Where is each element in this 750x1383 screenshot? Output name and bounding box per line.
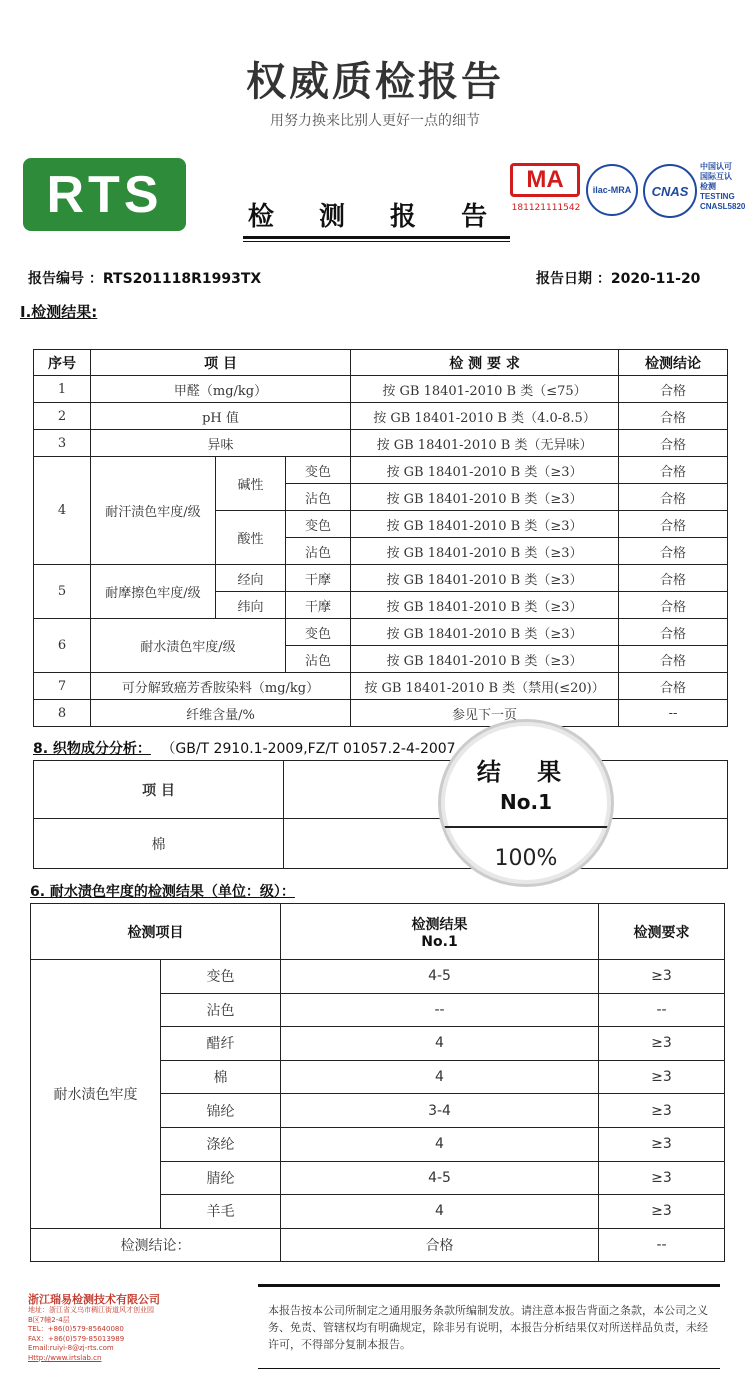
magnifier-divider xyxy=(441,826,611,828)
fiber-analysis-table xyxy=(33,760,728,869)
row-requirement: 按 GB 18401-2010 B 类（≥3） xyxy=(351,592,619,619)
row-result: 合格 xyxy=(619,538,728,565)
cma-certification-logo: MA xyxy=(510,163,580,197)
table-row xyxy=(34,430,728,457)
row-requirement: 按 GB 18401-2010 B 类（禁用(≤20)） xyxy=(351,673,619,700)
rts-logo-text: RTS xyxy=(46,165,163,224)
page-subtitle: 用努力换来比别人更好一点的细节 xyxy=(270,113,480,129)
cnas-line: TESTING xyxy=(700,192,735,201)
report-number xyxy=(28,268,261,288)
row-result: 合格 xyxy=(619,592,728,619)
row-result: 合格 xyxy=(619,403,728,430)
row-requirement: 按 GB 18401-2010 B 类（≥3） xyxy=(351,619,619,646)
table-row xyxy=(34,700,728,727)
row-requirement: ≥3 xyxy=(599,1127,725,1161)
row-sub-item: 变色 xyxy=(286,457,351,484)
row-no: 5 xyxy=(34,565,91,619)
row-requirement: ≥3 xyxy=(599,1195,725,1229)
row-sub-category: 碱性 xyxy=(216,457,286,511)
row-result: 合格 xyxy=(619,646,728,673)
table-row xyxy=(34,761,728,819)
row-requirement: 按 GB 18401-2010 B 类（≥3） xyxy=(351,565,619,592)
row-sub-item: 沾色 xyxy=(286,484,351,511)
row-requirement: 按 GB 18401-2010 B 类（4.0-8.5） xyxy=(351,403,619,430)
company-fax: FAX：+86(0)579-85013989 xyxy=(28,1334,125,1343)
row-item: 醋纤 xyxy=(161,1027,281,1061)
fiber-item-header: 项 目 xyxy=(34,761,284,819)
report-date-value: 2020-11-20 xyxy=(610,271,701,287)
row-requirement: 按 GB 18401-2010 B 类（≥3） xyxy=(351,646,619,673)
col-header-no: 序号 xyxy=(34,350,91,376)
cnas-line: 中国认可 xyxy=(700,162,732,171)
page-title: 权威质检报告 xyxy=(246,59,504,105)
row-result: -- xyxy=(619,700,728,727)
conclusion-value: 合格 xyxy=(281,1228,599,1262)
magnifier-lens xyxy=(438,719,614,887)
row-sub-category: 纬向 xyxy=(216,592,286,619)
conclusion-requirement: -- xyxy=(599,1228,725,1262)
report-date-label: 报告日期 ： xyxy=(536,271,611,287)
test-results-table xyxy=(33,349,728,727)
row-no: 6 xyxy=(34,619,91,673)
row-requirement: 参见下一页 xyxy=(351,700,619,727)
company-tel: TEL：+86(0)579-85640080 xyxy=(28,1325,124,1333)
row-item: 甲醛（mg/kg） xyxy=(91,376,351,403)
table-row xyxy=(34,403,728,430)
table-row xyxy=(31,1228,725,1262)
col-header-result-no: No.1 xyxy=(421,933,458,950)
row-item: 耐汗渍色牢度/级 xyxy=(91,457,216,565)
company-contact xyxy=(28,1306,178,1363)
table-row xyxy=(34,457,728,484)
row-item: 变色 xyxy=(161,960,281,994)
footer-divider xyxy=(258,1284,720,1287)
cnas-line: 国际互认 xyxy=(700,172,732,181)
conclusion-label: 检测结论： xyxy=(31,1228,281,1262)
section-fiber-title: 8. 织物成分分析： xyxy=(33,741,151,757)
row-sub-category: 经向 xyxy=(216,565,286,592)
footer-divider-bottom xyxy=(258,1368,720,1369)
cma-number: 181121111542 xyxy=(511,203,581,213)
row-result: 合格 xyxy=(619,484,728,511)
company-name: 浙江瑞易检测技术有限公司 xyxy=(28,1293,160,1306)
row-requirement: 按 GB 18401-2010 B 类（≥3） xyxy=(351,457,619,484)
row-result: 合格 xyxy=(619,376,728,403)
fiber-item: 棉 xyxy=(34,819,284,869)
row-no: 1 xyxy=(34,376,91,403)
col-header-item: 检测项目 xyxy=(31,904,281,960)
report-date xyxy=(536,268,700,288)
col-header-item: 项 目 xyxy=(91,350,351,376)
cnas-text xyxy=(700,162,750,212)
section-water-fastness-heading: 6. 耐水渍色牢度的检测结果（单位：级）： xyxy=(30,884,295,900)
company-email[interactable]: Email:ruiyi-8@zj-rts.com xyxy=(28,1344,114,1352)
table-row xyxy=(34,673,728,700)
cnas-logo: CNAS xyxy=(643,164,697,218)
row-result: 合格 xyxy=(619,457,728,484)
row-sub-category: 酸性 xyxy=(216,511,286,565)
row-requirement: ≥3 xyxy=(599,1161,725,1195)
row-item: 沾色 xyxy=(161,993,281,1027)
row-requirement: 按 GB 18401-2010 B 类（无异味） xyxy=(351,430,619,457)
heading-underline xyxy=(243,236,510,239)
row-no: 7 xyxy=(34,673,91,700)
row-result: 合格 xyxy=(619,565,728,592)
rts-logo xyxy=(23,158,186,231)
table-header-row xyxy=(34,350,728,376)
row-result: 3-4 xyxy=(281,1094,599,1128)
row-no: 2 xyxy=(34,403,91,430)
row-item: 羊毛 xyxy=(161,1195,281,1229)
magnifier-title: 结 果 xyxy=(476,758,576,786)
report-number-label: 报告编号 ： xyxy=(28,271,103,287)
table-row xyxy=(31,960,725,994)
row-sub-item: 干摩 xyxy=(286,565,351,592)
cnas-line: 检测 xyxy=(700,182,716,191)
row-item: 纤维含量/% xyxy=(91,700,351,727)
row-sub-item: 变色 xyxy=(286,619,351,646)
row-requirement: -- xyxy=(599,993,725,1027)
col-header-requirement: 检 测 要 求 xyxy=(351,350,619,376)
row-item: 可分解致癌芳香胺染料（mg/kg） xyxy=(91,673,351,700)
company-address-2: B区7幢2-4层 xyxy=(28,1315,70,1324)
ilac-mra-logo: ilac-MRA xyxy=(586,164,638,216)
company-address: 地址：浙江省义乌市稠江街道风才创业园 xyxy=(28,1306,154,1314)
row-result: 4 xyxy=(281,1127,599,1161)
heading-underline-thin xyxy=(243,241,510,242)
col-header-result xyxy=(281,904,599,960)
row-item: 锦纶 xyxy=(161,1094,281,1128)
row-group: 耐水渍色牢度 xyxy=(31,960,161,1229)
row-result: 4-5 xyxy=(281,1161,599,1195)
row-requirement: 按 GB 18401-2010 B 类（≥3） xyxy=(351,538,619,565)
row-sub-item: 沾色 xyxy=(286,538,351,565)
row-item: 棉 xyxy=(161,1060,281,1094)
row-result: 合格 xyxy=(619,430,728,457)
row-requirement: 按 GB 18401-2010 B 类（≥3） xyxy=(351,484,619,511)
report-heading: 检 测 报 告 xyxy=(247,202,506,232)
row-result: -- xyxy=(281,993,599,1027)
row-item: 涤纶 xyxy=(161,1127,281,1161)
row-requirement: ≥3 xyxy=(599,1027,725,1061)
section-fiber-standard: （GB/T 2910.1-2009,FZ/T 01057.2-4-2007 xyxy=(161,741,456,757)
col-header-result-label: 检测结果 xyxy=(411,916,468,933)
section-fiber-heading xyxy=(33,738,456,758)
row-item: pH 值 xyxy=(91,403,351,430)
row-requirement: ≥3 xyxy=(599,1060,725,1094)
row-requirement: ≥3 xyxy=(599,960,725,994)
row-result: 合格 xyxy=(619,673,728,700)
row-item: 腈纶 xyxy=(161,1161,281,1195)
row-result: 合格 xyxy=(619,511,728,538)
section-results-heading: I.检测结果: xyxy=(20,303,98,321)
magnifier-sample-no: No.1 xyxy=(500,790,552,814)
row-item: 异味 xyxy=(91,430,351,457)
col-header-requirement: 检测要求 xyxy=(599,904,725,960)
company-website-link[interactable]: Http://www.irtslab.cn xyxy=(28,1353,102,1362)
row-result: 4 xyxy=(281,1060,599,1094)
water-fastness-table xyxy=(30,903,725,1262)
report-number-value: RTS201118R1993TX xyxy=(102,271,262,287)
row-result: 4-5 xyxy=(281,960,599,994)
row-item: 耐摩擦色牢度/级 xyxy=(91,565,216,619)
row-no: 3 xyxy=(34,430,91,457)
row-requirement: 按 GB 18401-2010 B 类（≤75） xyxy=(351,376,619,403)
row-requirement: 按 GB 18401-2010 B 类（≥3） xyxy=(351,511,619,538)
col-header-conclusion: 检测结论 xyxy=(619,350,728,376)
row-sub-item: 沾色 xyxy=(286,646,351,673)
row-no: 4 xyxy=(34,457,91,565)
row-sub-item: 变色 xyxy=(286,511,351,538)
row-item: 耐水渍色牢度/级 xyxy=(91,619,286,673)
table-row xyxy=(34,376,728,403)
table-header-row xyxy=(31,904,725,960)
table-row xyxy=(34,819,728,869)
table-row xyxy=(34,619,728,646)
row-sub-item: 干摩 xyxy=(286,592,351,619)
table-row xyxy=(34,565,728,592)
magnifier-value: 100% xyxy=(494,846,558,871)
row-result: 4 xyxy=(281,1195,599,1229)
row-result: 4 xyxy=(281,1027,599,1061)
row-requirement: ≥3 xyxy=(599,1094,725,1128)
cnas-line: CNASL5820 xyxy=(700,202,746,211)
row-no: 8 xyxy=(34,700,91,727)
disclaimer-text: 本报告按本公司所制定之通用服务条款所编制发放。请注意本报告背面之条款，本公司之义务、免责、管辖权均有明确规定，除非另有说明，本报告分析结果仅对所送样品负责，未经许可，不得部分复制本报告。 xyxy=(268,1304,708,1351)
row-result: 合格 xyxy=(619,619,728,646)
